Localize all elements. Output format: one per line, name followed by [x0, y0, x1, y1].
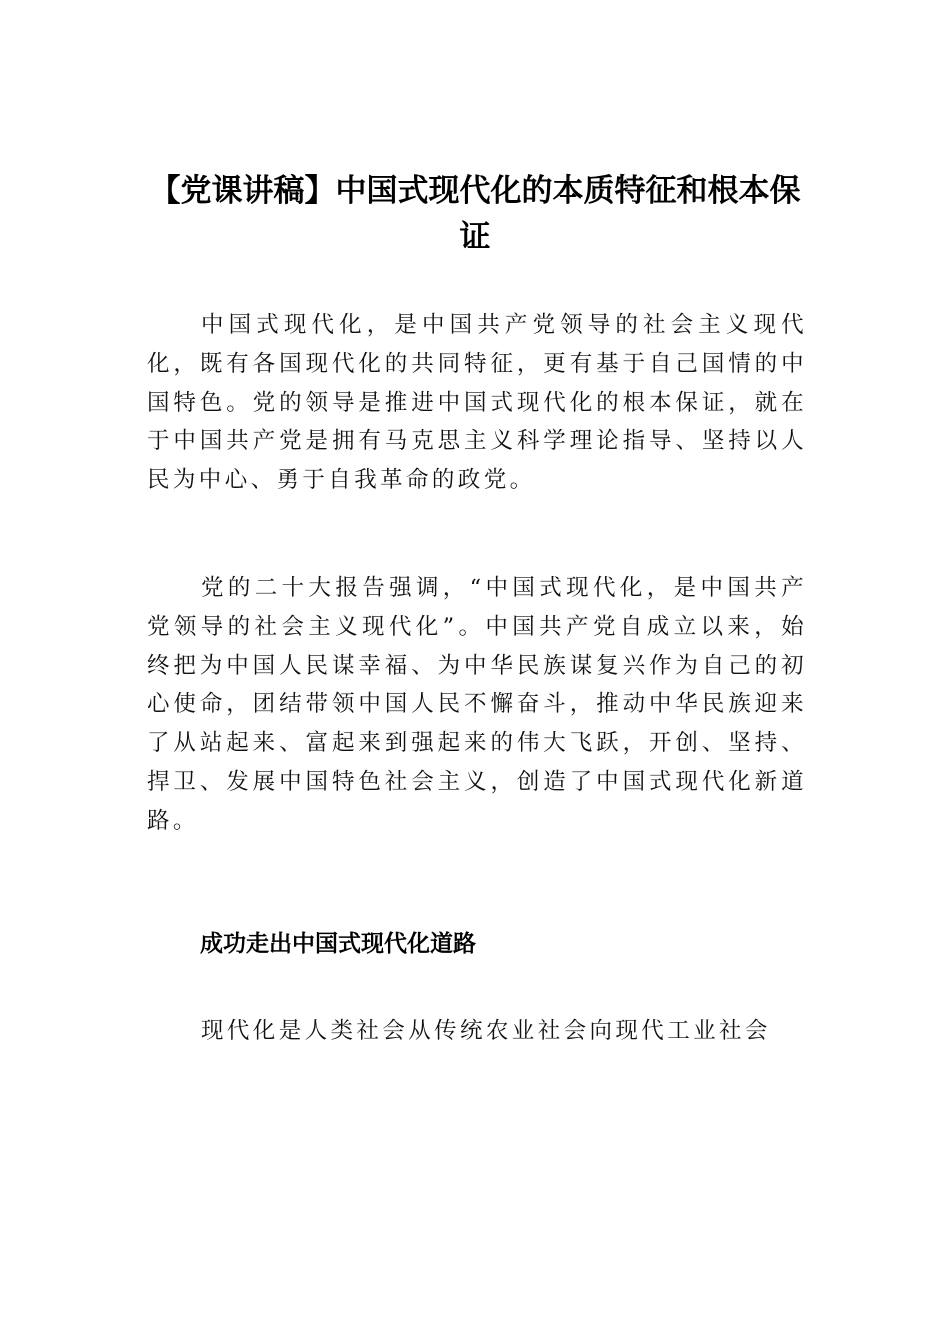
section-heading: 成功走出中国式现代化道路: [200, 931, 476, 957]
document-title: 【党课讲稿】中国式现代化的本质特征和根本保证: [149, 173, 801, 255]
paragraph-report: 党的二十大报告强调，“中国式现代化，是中国共产党领导的社会主义现代化”。中国共产党自成立以来，始终把为中国人民谋幸福、为中华民族谋复兴作为自己的初心使命，团结带领中国人民不懈奋斗，推动中华民族迎来了从站起来、富起来到强起来的伟大飞跃，开创、坚持、捍卫、发展中国特色社会主义，创造了中国式现代化新道路。: [147, 575, 807, 834]
section-paragraph: 现代化是人类社会从传统农业社会向现代工业社会: [201, 1018, 771, 1044]
paragraph-intro: 中国式现代化，是中国共产党领导的社会主义现代化，既有各国现代化的共同特征，更有基于自己国情的中国特色。党的领导是推进中国式现代化的根本保证，就在于中国共产党是拥有马克思主义科学理论指导、坚持以人民为中心、勇于自我革命的政党。: [147, 312, 807, 494]
